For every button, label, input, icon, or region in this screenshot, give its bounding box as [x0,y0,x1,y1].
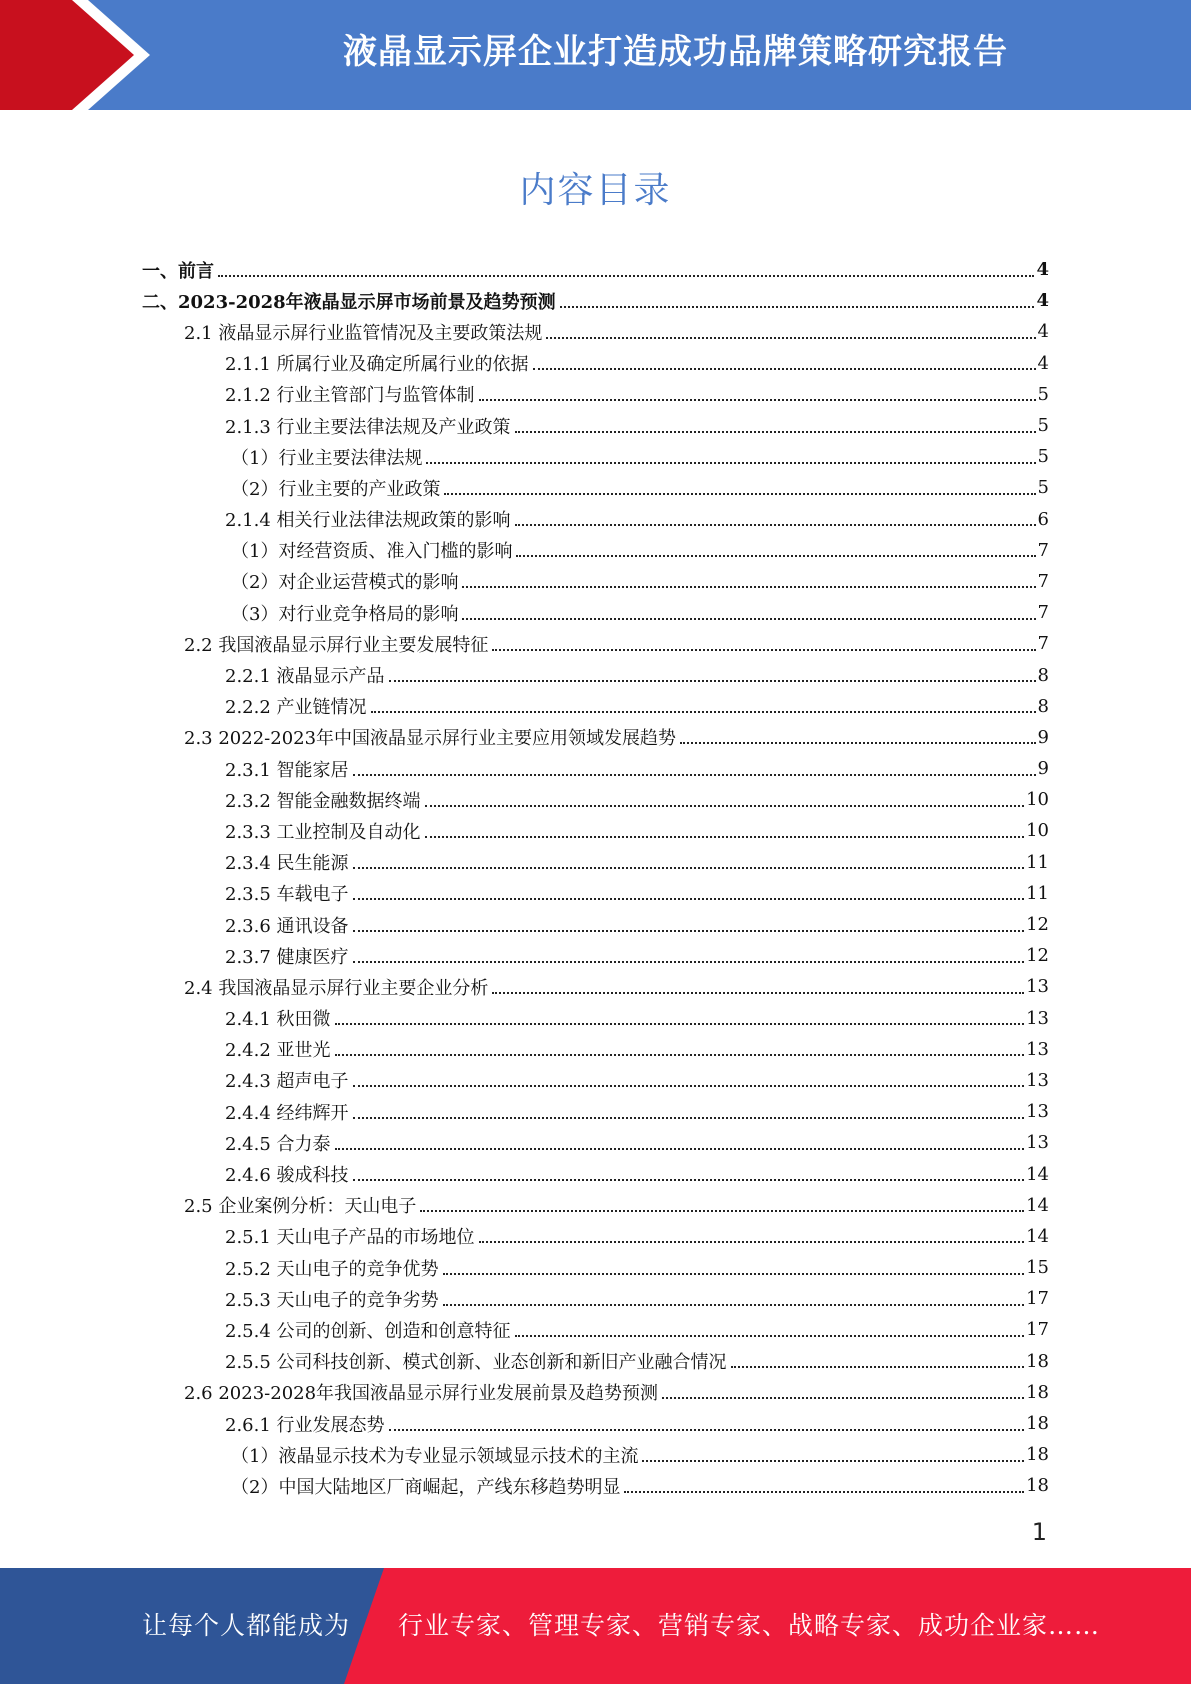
toc-entry[interactable] [142,628,1049,659]
toc-dot-leader [335,1148,1025,1150]
toc-entry[interactable] [142,1190,1049,1221]
header-banner [0,0,1191,110]
toc-entry-page: 7 [1037,602,1049,624]
toc-entry-page: 12 [1026,945,1049,967]
table-of-contents [142,254,1049,1502]
toc-entry-title: 2.3.3 工业控制及自动化 [225,821,421,843]
toc-entry-title: 2.3 2022-2023年中国液晶显示屏行业主要应用领域发展趋势 [184,728,677,750]
toc-entry[interactable] [142,597,1049,628]
toc-entry-title: 2.4.4 经纬辉开 [225,1102,349,1124]
toc-entry-title: 2.4.1 秋田微 [225,1009,331,1031]
toc-entry-page: 5 [1037,477,1049,499]
toc-entry-page: 7 [1037,570,1049,592]
toc-entry-page: 13 [1026,1069,1049,1091]
toc-entry[interactable] [142,753,1049,784]
toc-entry-title: 2.2.2 产业链情况 [225,697,367,719]
toc-entry-title: 2.5.3 天山电子的竞争劣势 [225,1289,439,1311]
toc-entry-page: 15 [1026,1257,1049,1279]
toc-entry[interactable] [142,1470,1049,1501]
toc-entry[interactable] [142,254,1049,285]
toc-entry-page: 7 [1037,539,1049,561]
toc-entry[interactable] [142,1065,1049,1096]
toc-entry[interactable] [142,1252,1049,1283]
toc-entry[interactable] [142,535,1049,566]
toc-entry-page: 13 [1026,1007,1049,1029]
toc-entry-page: 10 [1026,789,1049,811]
toc-dot-leader [479,399,1036,401]
toc-entry-title: （1）对经营资质、准入门槛的影响 [231,541,513,563]
toc-entry-title: 2.4.5 合力泰 [225,1133,331,1155]
toc-entry[interactable] [142,1283,1049,1314]
toc-entry-title: 一、前言 [142,260,214,282]
toc-entry-page: 13 [1026,1101,1049,1123]
toc-entry[interactable] [142,971,1049,1002]
toc-entry-page: 13 [1026,1038,1049,1060]
toc-dot-leader [353,774,1036,776]
toc-entry-title: （3）对行业竞争格局的影响 [231,603,459,625]
toc-entry[interactable] [142,1377,1049,1408]
toc-entry[interactable] [142,348,1049,379]
toc-dot-leader [420,1210,1024,1212]
toc-entry-title: （2）行业主要的产业政策 [231,478,441,500]
toc-entry-title: 2.6 2023-2028年我国液晶显示屏行业发展前景及趋势预测 [184,1383,659,1405]
toc-entry-title: 2.5.5 公司科技创新、模式创新、业态创新和新旧产业融合情况 [225,1352,727,1374]
toc-entry-title: 2.1.2 行业主管部门与监管体制 [225,385,475,407]
toc-dot-leader [662,1397,1024,1399]
toc-entry[interactable] [142,722,1049,753]
toc-dot-leader [335,1054,1025,1056]
toc-entry-page: 7 [1037,633,1049,655]
toc-dot-leader [389,1429,1025,1431]
toc-dot-leader [443,1273,1025,1275]
toc-entry-title: 2.1.3 行业主要法律法规及产业政策 [225,416,511,438]
page-number: 1 [1031,1518,1047,1546]
toc-entry-title: 2.2.1 液晶显示产品 [225,666,385,688]
toc-entry-page: 14 [1026,1163,1049,1185]
toc-dot-leader [389,680,1036,682]
toc-entry[interactable] [142,784,1049,815]
toc-entry-page: 18 [1026,1413,1049,1435]
toc-entry[interactable] [142,410,1049,441]
toc-entry-page: 6 [1037,508,1049,530]
toc-entry[interactable] [142,1314,1049,1345]
toc-dot-leader [443,1304,1025,1306]
toc-dot-leader [492,649,1035,651]
toc-entry-page: 14 [1026,1194,1049,1216]
toc-dot-leader [492,992,1024,994]
toc-entry-page: 17 [1026,1288,1049,1310]
toc-entry[interactable] [142,1408,1049,1439]
toc-entry-title: 2.4.2 亚世光 [225,1040,331,1062]
toc-entry-page: 5 [1037,415,1049,437]
toc-entry-title: 2.4 我国液晶显示屏行业主要企业分析 [184,977,489,999]
toc-dot-leader [462,618,1035,620]
toc-dot-leader [426,462,1035,464]
footer-slogan-right: 行业专家、管理专家、营销专家、战略专家、成功企业家…… [398,1611,1101,1640]
toc-entry-page: 13 [1026,1132,1049,1154]
toc-dot-leader [546,337,1035,339]
toc-dot-leader [515,431,1036,433]
toc-entry-page: 12 [1026,914,1049,936]
toc-entry-title: 2.3.6 通讯设备 [225,915,349,937]
toc-dot-leader [515,1335,1025,1337]
toc-dot-leader [642,1460,1024,1462]
toc-entry-title: 2.4.6 骏成科技 [225,1165,349,1187]
toc-dot-leader [425,805,1025,807]
toc-entry-title: 2.5.1 天山电子产品的市场地位 [225,1227,475,1249]
toc-entry-title: 2.2 我国液晶显示屏行业主要发展特征 [184,634,489,656]
toc-entry-page: 8 [1037,695,1049,717]
toc-entry[interactable] [142,691,1049,722]
toc-entry[interactable] [142,1096,1049,1127]
toc-dot-leader [624,1491,1024,1493]
toc-entry-title: 2.1.4 相关行业法律法规政策的影响 [225,510,511,532]
toc-entry-title: （2）中国大陆地区厂商崛起，产线东移趋势明显 [231,1476,621,1498]
toc-entry-title: 2.5 企业案例分析：天山电子 [184,1196,417,1218]
toc-dot-leader [516,555,1035,557]
toc-entry-page: 4 [1037,352,1049,374]
toc-entry[interactable] [142,1034,1049,1065]
toc-entry[interactable] [142,1221,1049,1252]
toc-dot-leader [353,1179,1025,1181]
toc-entry-page: 18 [1026,1444,1049,1466]
report-title: 液晶显示屏企业打造成功品牌策略研究报告 [343,32,1008,72]
toc-entry-title: 2.3.1 智能家居 [225,759,349,781]
toc-dot-leader [353,1117,1025,1119]
toc-entry[interactable] [142,847,1049,878]
toc-entry[interactable] [142,815,1049,846]
toc-entry[interactable] [142,1439,1049,1470]
toc-entry-title: 2.5.2 天山电子的竞争优势 [225,1258,439,1280]
toc-entry-title: 2.6.1 行业发展态势 [225,1414,385,1436]
toc-entry[interactable] [142,1158,1049,1189]
toc-entry-title: 2.3.2 智能金融数据终端 [225,790,421,812]
toc-entry-page: 14 [1026,1225,1049,1247]
toc-entry[interactable] [142,940,1049,971]
toc-entry[interactable] [142,1127,1049,1158]
toc-entry[interactable] [142,504,1049,535]
toc-entry-page: 4 [1036,259,1049,281]
toc-entry-page: 18 [1026,1381,1049,1403]
toc-dot-leader [680,742,1036,744]
toc-dot-leader [353,1085,1025,1087]
toc-entry-title: 2.3.5 车载电子 [225,884,349,906]
toc-entry-page: 11 [1026,882,1049,904]
toc-entry-page: 11 [1026,851,1049,873]
toc-entry-title: 2.5.4 公司的创新、创造和创意特征 [225,1320,511,1342]
toc-dot-leader [533,368,1036,370]
toc-dot-leader [479,1241,1025,1243]
toc-entry[interactable] [142,1346,1049,1377]
footer-banner [0,1568,1191,1684]
toc-entry-title: 2.1.1 所属行业及确定所属行业的依据 [225,354,529,376]
header-chevron-icon [0,0,160,110]
toc-entry-page: 5 [1037,383,1049,405]
toc-entry[interactable] [142,472,1049,503]
toc-dot-leader [353,930,1025,932]
toc-heading: 内容目录 [519,170,672,211]
toc-entry-page: 18 [1026,1350,1049,1372]
toc-entry-page: 10 [1026,820,1049,842]
toc-dot-leader [353,961,1025,963]
toc-dot-leader [444,493,1035,495]
toc-dot-leader [353,867,1025,869]
toc-entry-page: 9 [1037,726,1049,748]
footer-slogan-left: 让每个人都能成为 [142,1611,351,1640]
toc-entry-title: 2.1 液晶显示屏行业监管情况及主要政策法规 [184,322,543,344]
toc-dot-leader [353,898,1025,900]
toc-entry[interactable] [142,316,1049,347]
toc-dot-leader [218,275,1034,277]
toc-entry-title: （2）对企业运营模式的影响 [231,572,459,594]
toc-entry[interactable] [142,441,1049,472]
toc-entry-title: 二、2023-2028年液晶显示屏市场前景及趋势预测 [142,291,556,313]
toc-entry[interactable] [142,909,1049,940]
toc-dot-leader [560,306,1035,308]
toc-entry-page: 8 [1037,664,1049,686]
toc-dot-leader [515,524,1036,526]
toc-entry-title: 2.3.7 健康医疗 [225,946,349,968]
toc-dot-leader [371,711,1036,713]
toc-entry-page: 9 [1037,758,1049,780]
toc-entry-title: （1）行业主要法律法规 [231,447,423,469]
toc-entry-page: 18 [1026,1475,1049,1497]
toc-dot-leader [462,586,1035,588]
toc-entry[interactable] [142,878,1049,909]
toc-dot-leader [335,1023,1025,1025]
toc-entry-page: 13 [1026,976,1049,998]
toc-entry-page: 5 [1037,446,1049,468]
toc-entry-title: 2.3.4 民生能源 [225,853,349,875]
toc-entry-title: （1）液晶显示技术为专业显示领域显示技术的主流 [231,1445,639,1467]
toc-entry[interactable] [142,379,1049,410]
toc-entry-page: 4 [1037,321,1049,343]
toc-dot-leader [425,836,1025,838]
toc-entry-page: 4 [1036,290,1049,312]
toc-dot-leader [731,1366,1025,1368]
toc-entry[interactable] [142,566,1049,597]
toc-entry[interactable] [142,1003,1049,1034]
toc-entry-title: 2.4.3 超声电子 [225,1071,349,1093]
toc-entry[interactable] [142,659,1049,690]
toc-entry-page: 17 [1026,1319,1049,1341]
toc-entry[interactable] [142,285,1049,316]
